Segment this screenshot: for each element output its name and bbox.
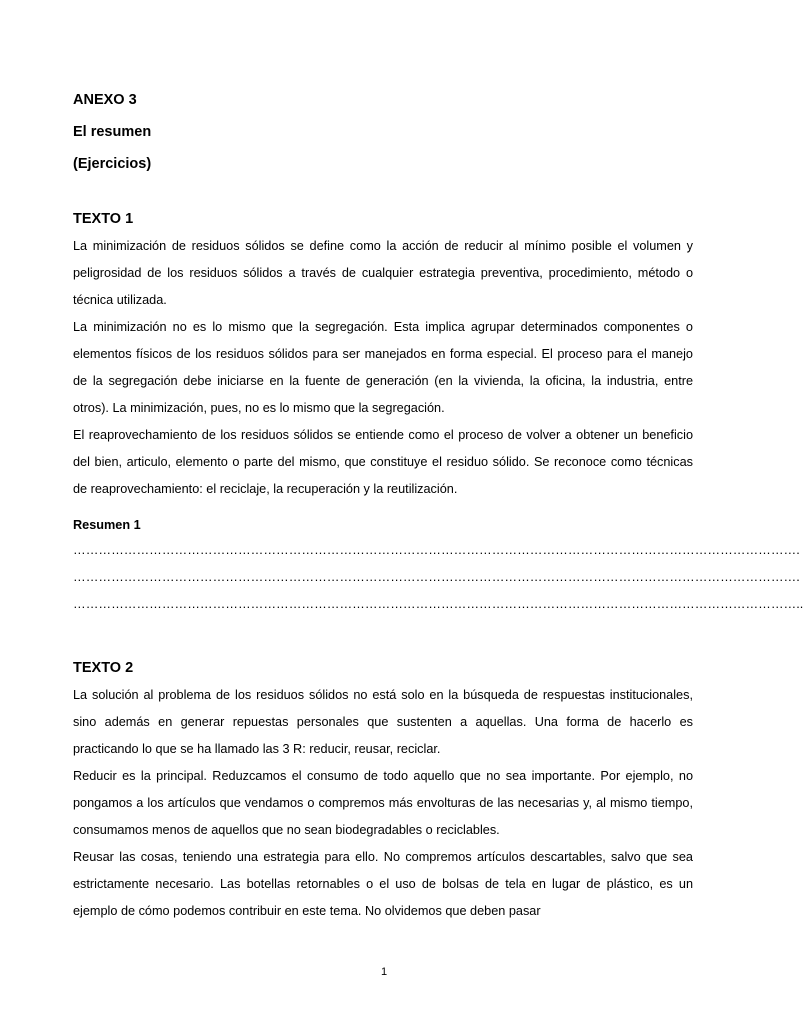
texto2-title: TEXTO 2 xyxy=(73,660,134,676)
answer-line-3: ……………………………………………………………………………………………………………………………………………………….. xyxy=(73,597,803,611)
texto2-paragraph-1: La solución al problema de los residuos sólidos no está solo en la búsqueda de respuestas institucionales, sino además en generar repuestas personales que sustenten a aquellas. Una forma de hacerlo es practicando lo que se ha llamado las 3 R: reducir, reusar, reciclar. xyxy=(73,688,693,756)
texto2-body xyxy=(73,682,693,925)
texto2-paragraph-3: Reusar las cosas, teniendo una estrategia para ello. No compremos artículos descartables, salvo que sea estrictamente necesario. Las botellas retornables o el uso de bolsas de tela en lugar de plástico, es un ejemplo de cómo podemos contribuir en este tema. No olvidemos que deben pasar xyxy=(73,850,693,918)
texto1-paragraph-1: La minimización de residuos sólidos se define como la acción de reducir al mínimo posible el volumen y peligrosidad de los residuos sólidos a través de cualquier estrategia preventiva, procedimiento, método o técnica utilizada. xyxy=(73,239,693,307)
texto1-body xyxy=(73,233,693,503)
answer-line-1: ………………………………………………………………………………………………………………………………………………………. xyxy=(73,543,800,557)
answer-line-2: ………………………………………………………………………………………………………………………………………………………. xyxy=(73,570,800,584)
exercises-label: (Ejercicios) xyxy=(73,156,152,172)
document-subtitle: El resumen xyxy=(73,124,152,140)
resumen1-answer-lines xyxy=(73,537,803,618)
annex-title: ANEXO 3 xyxy=(73,92,137,108)
document-page xyxy=(73,88,803,925)
texto1-paragraph-2: La minimización no es lo mismo que la segregación. Esta implica agrupar determinados componentes o elementos físicos de los residuos sólidos para ser manejados en forma especial. El proceso para el manejo de la segregación debe iniciarse en la fuente de generación (en la vivienda, la oficina, la industria, entre otros). La minimización, pues, no es lo mismo que la segregación. xyxy=(73,320,693,415)
resumen1-label: Resumen 1 xyxy=(73,518,141,532)
texto1-title: TEXTO 1 xyxy=(73,211,134,227)
texto2-paragraph-2: Reducir es la principal. Reduzcamos el consumo de todo aquello que no sea importante. Por ejemplo, no pongamos a los artículos que vendamos o compremos más envolturas de las necesarias y, al mismo tiempo, consumamos menos de aquellos que no sean biodegradables o reciclables. xyxy=(73,769,693,837)
page-number: 1 xyxy=(380,966,388,978)
texto1-paragraph-3: El reaprovechamiento de los residuos sólidos se entiende como el proceso de volver a obtener un beneficio del bien, articulo, elemento o parte del mismo, que constituye el residuo sólido. Se reconoce como técnicas de reaprovechamiento: el reciclaje, la recuperación y la reutilización. xyxy=(73,428,693,496)
